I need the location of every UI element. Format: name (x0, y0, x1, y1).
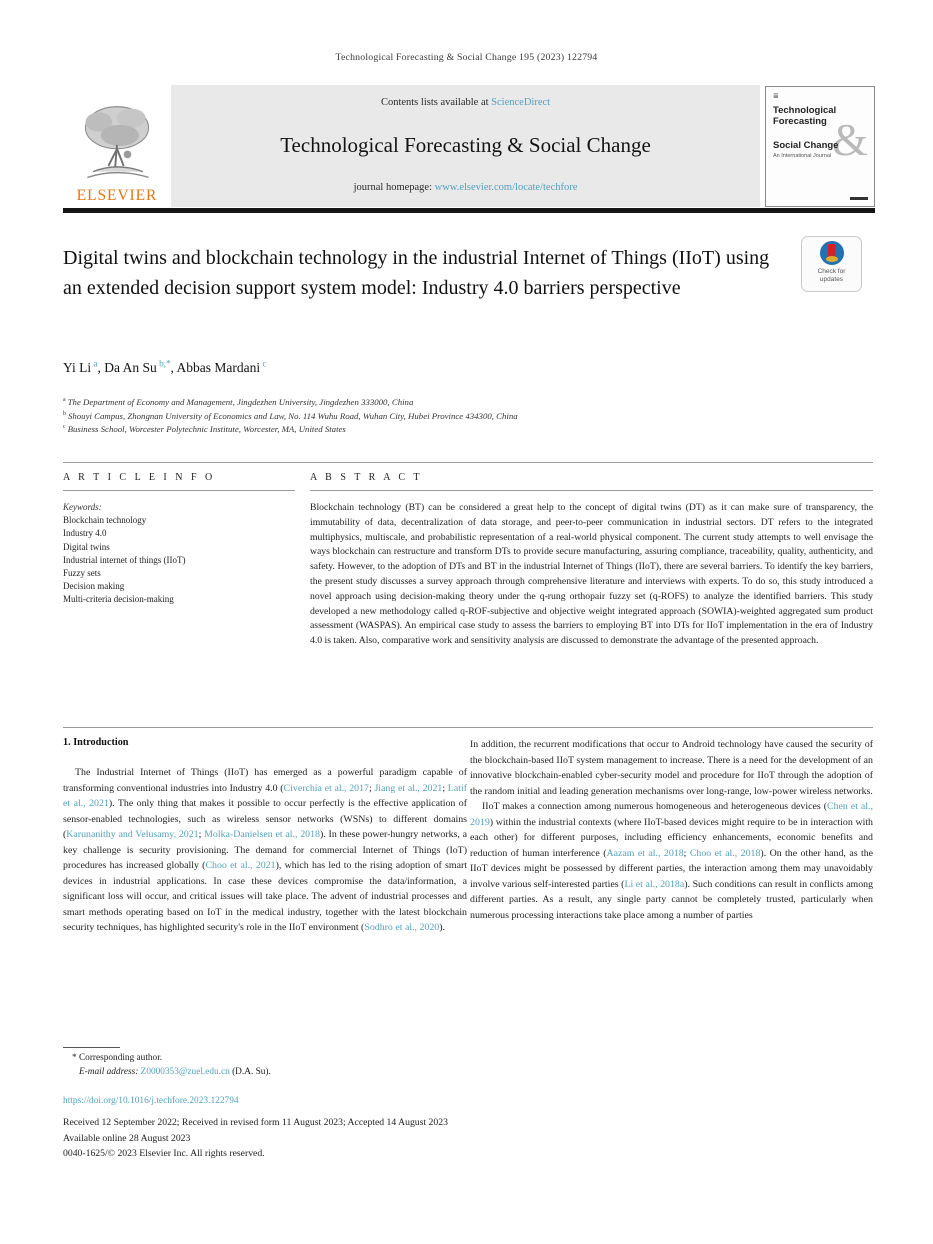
introduction-paragraph-2: In addition, the recurrent modifications that occur to Android technology have caused the security of the blockchain-based IIoT system management to increase. There is a need for the development of an innovative blockchain-enabled cyber-security model and procedure for IIoT through the adoption of the random initial and leading generation mechanisms over long-range, low-power wireless networks. (470, 739, 873, 797)
footnote-block (63, 1052, 583, 1079)
inline-link[interactable]: Z0000353@zuel.edu.cn (140, 1066, 230, 1077)
article-info-column (63, 472, 295, 607)
inline-link[interactable]: Latif et al., 2021 (63, 782, 467, 809)
inline-link[interactable]: a (91, 358, 98, 369)
section-divider (63, 462, 873, 463)
elsevier-wordmark: ELSEVIER (76, 187, 158, 204)
keyword: Digital twins (63, 541, 110, 552)
affiliation-a-sup: a (63, 397, 66, 404)
affiliation-b (63, 410, 823, 424)
contents-line: Contents lists available at ScienceDirect (380, 97, 551, 108)
article-info-heading: A R T I C L E I N F O (63, 472, 216, 483)
affiliation-c-sup: c (63, 424, 66, 431)
keyword: Multi-criteria decision-making (63, 594, 174, 605)
cover-mark-icon: ≣ (773, 93, 779, 100)
inline-link[interactable]: Aazam et al., 2018 (606, 847, 684, 859)
check-for-updates-badge[interactable] (801, 236, 862, 292)
inline-link[interactable]: ScienceDirect (491, 97, 551, 108)
title-block (63, 243, 781, 303)
inline-link[interactable]: Karunanithy and Velusamy, 2021 (66, 829, 199, 840)
inline-link[interactable]: Civerchia et al., 2017 (283, 782, 369, 794)
header-divider-bar (63, 208, 875, 213)
doi-link[interactable]: https://doi.org/10.1016/j.techfore.2023.122794 (63, 1096, 239, 1106)
affiliation-c-text: Business School, Worcester Polytechnic Institute, Worcester, MA, United States (67, 424, 346, 434)
article-history-block (63, 1115, 823, 1162)
keyword: Industry 4.0 (63, 528, 107, 539)
cover-title-line2: Forecasting (773, 116, 827, 127)
affiliation-a-text: The Department of Economy and Management, Jingdezhen University, Jingdezhen 333000, China (67, 397, 414, 407)
crossmark-icon (820, 241, 844, 265)
check-for-updates-label: Check for updates (817, 268, 846, 283)
keyword: Industrial internet of things (IIoT) (63, 554, 186, 565)
cover-barcode-dash (850, 197, 868, 200)
homepage-line: journal homepage: www.elsevier.com/locate/techfore (353, 182, 578, 193)
affiliation-c (63, 423, 823, 437)
cover-title-line1: Technological (773, 105, 837, 116)
inline-link[interactable]: c (260, 358, 267, 369)
keywords-list (63, 514, 295, 606)
introduction-heading: 1. Introduction (63, 737, 129, 748)
cover-ampersand: & (832, 114, 868, 165)
abstract-rule (310, 490, 873, 491)
keyword: Decision making (63, 581, 125, 592)
copyright-line: 0040-1625/© 2023 Elsevier Inc. All rights reserved. (63, 1148, 265, 1159)
keywords-label: Keywords: (63, 502, 102, 512)
footnote-rule (63, 1047, 120, 1048)
journal-header (63, 85, 760, 207)
keyword: Fuzzy sets (63, 568, 101, 579)
article-info-rule (63, 490, 295, 491)
journal-title: Technological Forecasting & Social Change (280, 132, 651, 157)
affiliation-a (63, 396, 823, 410)
inline-link[interactable]: Li et al., 2018a (624, 878, 685, 890)
body-column-right (470, 737, 873, 923)
abstract-bottom-divider (63, 727, 873, 728)
cover-title-line3: Social Change (773, 140, 839, 151)
affiliations (63, 396, 823, 437)
elsevier-tree-icon (74, 99, 160, 187)
inline-link[interactable]: www.elsevier.com/locate/techfore (434, 182, 578, 193)
abstract-column (310, 472, 873, 649)
keyword: Blockchain technology (63, 515, 147, 526)
inline-link[interactable]: Choo et al., 2021 (205, 860, 276, 871)
inline-link[interactable]: Sodhro et al., 2020 (364, 922, 440, 933)
inline-link[interactable]: Chen et al., 2019 (470, 801, 873, 828)
inline-link[interactable]: Molka-Danielsen et al., 2018 (204, 829, 320, 840)
journal-masthead (171, 85, 760, 207)
affiliation-b-text: Shouyi Campus, Zhongnan University of Economics and Law, No. 114 Wuhu Road, Wuhan City, Hubei Province 434300, China (67, 410, 518, 421)
inline-link[interactable]: Jiang et al., 2021 (374, 782, 443, 794)
elsevier-logo[interactable] (63, 85, 171, 207)
inline-link[interactable]: Choo et al., 2018 (689, 847, 761, 859)
introduction-paragraph-1: The Industrial Internet of Things (IIoT) has emerged as a powerful paradigm capable of transforming conventional industries into Industry 4.0 (Civerchia et al., 2017; Jiang et al., 2021; Latif et al., 2021). The only thing that makes it possible to occur perfectly is the effective application of sensor-enabled technologies, such as wireless sensor networks (WSNs) to different domains (Karunanithy and Velusamy, 2021; Molka-Danielsen et al., 2018). In these power-hungry networks, a key challenge is security provisioning. The demand for commercial Internet of Things (IoT) procedures has increased globally (Choo et al., 2021), which has led to the rising adoption of smart devices in industrial applications. In case these devices compromise the data/information, a significant loss will occur, and critical issues will take place. The advent of industrial processes and smart methods operating based on IoT in the medical industry, together with the latest blockchain security techniques, has highlighted security's role in the IIoT environment (Sodhro et al., 2020). (63, 767, 467, 933)
abstract-heading: A B S T R A C T (310, 472, 423, 483)
available-online: Available online 28 August 2023 (63, 1132, 191, 1144)
inline-link[interactable]: b,* (156, 358, 171, 369)
authors-line: Yi Li $^a$, Da An Su $^{b,*}$, Abbas Mardani $^c$ (63, 358, 267, 375)
abstract-text: Blockchain technology (BT) can be considered a great help to the concept of digital twins (DT) as it can make sure of transparency, the immutability of data, decentralization of data storage, and peer-to-peer communication in industrial sectors. DT refers to the integrated multiphysics, multiscale, and probabilistic representation of a real-world physical component. The current study attempts to well envisage the ways blockchain can restructure and transform DTs to provide secure manufacturing, assuring compliance, traceability, quality, authenticity, and safety. However, to the adoption of DTs and BT in the industrial Internet of Things (IIoT), there are several barriers. To identify the key barriers, the present study discusses a survey approach through comprehensive literature and interviews with experts. To do so, this study introduced a novel approach using decision-making theory under the q-rung orthopair fuzzy set (q-ROFS) to analyze the identified barriers. This study developed a new methodology called q-ROF-subjective and objective weight integrated approach (SOWIA)-weighted aggregated sum product assessment (WASPAS). An empirical case study to assess the barriers to employing BT into DTs for IIoT implementation in the era of Industry 4.0 is taken. Also, comparative work and sensitivity analysis are discussed to demonstrate the advantage of the presented approach. (310, 502, 873, 647)
article-title: Digital twins and blockchain technology in the industrial Internet of Things (IIoT) using an extended decision support system model: Industry 4.0 barriers perspective (63, 247, 770, 299)
affiliation-b-sup: b (63, 410, 66, 417)
introduction-paragraph-3: IIoT makes a connection among numerous homogeneous and heterogeneous devices (Chen et al., 2019) within the industrial contexts (where IIoT-based devices might require to be in interaction with each other) for different purposes, including efficiency enhancements, economic benefits and reduction of human interference (Aazam et al., 2018; Choo et al., 2018). On the other hand, as the IIoT devices might be possessed by different parties, the interaction among them may unavoidably involve various self-interested parties (Li et al., 2018a). Such conditions can result in conflicts among different parties. As a result, any single party cannot be completely trusted, particularly when numerous processing interactions take place among a number of parties (470, 801, 874, 921)
running-head: Technological Forecasting & Social Change 195 (2023) 122794 (335, 52, 598, 63)
email-note: E-mail address: Z0000353@zuel.edu.cn (D.A. Su). (79, 1066, 271, 1077)
received-dates: Received 12 September 2022; Received in revised form 11 August 2023; Accepted 14 August 2023 (63, 1117, 448, 1128)
body-column-left (63, 737, 467, 936)
corresponding-author-note: * Corresponding author. (72, 1053, 163, 1063)
journal-cover-thumbnail[interactable] (765, 86, 875, 207)
cover-subtitle: An International Journal (773, 153, 832, 159)
